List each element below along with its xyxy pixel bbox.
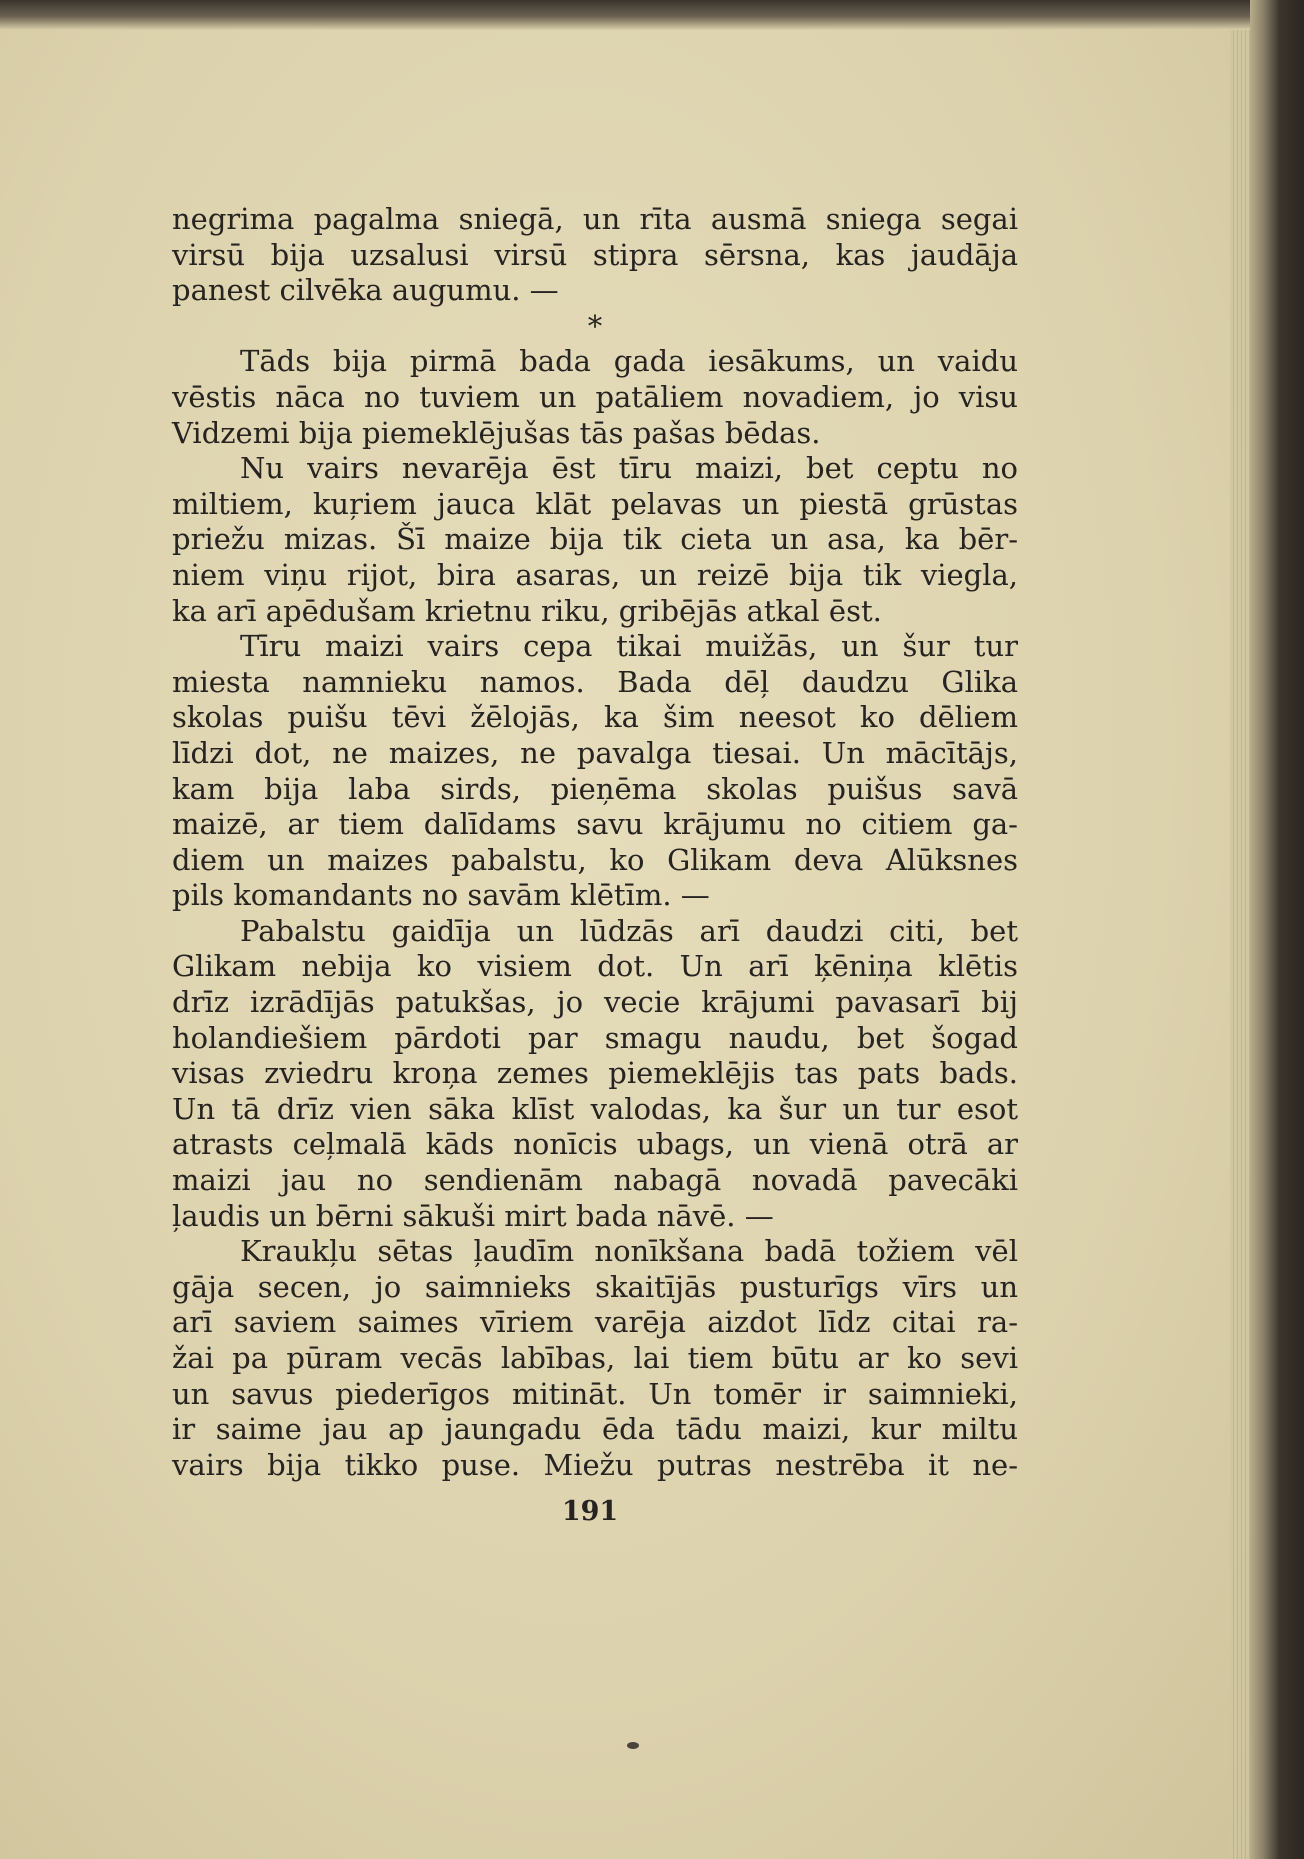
ink-spot xyxy=(627,1742,639,1749)
text-line: miesta namnieku namos. Bada dēļ daudzu Glika xyxy=(172,664,1018,699)
text-line: negrima pagalma sniegā, un rīta ausmā sniega segai xyxy=(172,202,1018,236)
text-line: Nu vairs nevarēja ēst tīru maizi, bet ceptu no xyxy=(240,451,1018,486)
page-number: 191 xyxy=(561,1496,619,1527)
text-line: arī saviem saimes vīriem varēja aizdot līdz citai ra- xyxy=(172,1305,1018,1340)
text-line: ļaudis un bērni sākuši mirt bada nāvē. — xyxy=(172,1198,774,1233)
text-line: Kraukļu sētas ļaudīm nonīkšana badā tožiem vēl xyxy=(240,1234,1018,1269)
text-line: līdzi dot, ne maizes, ne pavalga tiesai. Un mācītājs, xyxy=(172,735,1018,770)
text-line: panest cilvēka augumu. — xyxy=(172,273,559,308)
text-line: un savus piederīgos mitināt. Un tomēr ir saimnieki, xyxy=(172,1376,1018,1411)
text-line: vairs bija tikko puse. Miežu putras nestrēba it ne- xyxy=(172,1447,1018,1482)
text-line: miltiem, kuŗiem jauca klāt pelavas un piestā grūstas xyxy=(172,486,1018,521)
section-separator: * xyxy=(587,308,603,343)
text-line: ir saime jau ap jaungadu ēda tādu maizi, kur miltu xyxy=(172,1412,1018,1447)
text-line: visas zviedru kroņa zemes piemeklējis tas pats bads. xyxy=(172,1056,1018,1091)
book-spine xyxy=(1250,0,1304,1859)
text-line: Tīru maizi vairs cepa tikai muižās, un šur tur xyxy=(240,629,1018,664)
text-line: drīz izrādījās patukšas, jo vecie krājumi pavasarī bij xyxy=(172,985,1018,1020)
text-line: maizē, ar tiem dalīdams savu krājumu no citiem ga- xyxy=(172,807,1018,842)
text-line: gāja secen, jo saimnieks skaitījās pusturīgs vīrs un xyxy=(172,1269,1018,1304)
text-line: Un tā drīz vien sāka klīst valodas, ka šur un tur esot xyxy=(172,1091,1018,1126)
text-line: atrasts ceļmalā kāds nonīcis ubags, un vienā otrā ar xyxy=(172,1127,1018,1162)
text-line: Pabalstu gaidīja un lūdzās arī daudzi citi, bet xyxy=(240,913,1018,948)
text-line: niem viņu rijot, bira asaras, un reizē bija tik viegla, xyxy=(172,557,1018,592)
text-line: skolas puišu tēvi žēlojās, ka šim neesot ko dēliem xyxy=(172,700,1018,735)
text-line: priežu mizas. Šī maize bija tik cieta un asa, ka bēr- xyxy=(172,522,1018,557)
text-line: virsū bija uzsalusi virsū stipra sērsna, kas jaudāja xyxy=(172,237,1018,272)
page-top-edge xyxy=(0,0,1304,30)
text-line: žai pa pūram vecās labības, lai tiem būtu ar ko sevi xyxy=(172,1341,1018,1375)
text-line: ka arī apēdušam krietnu riku, gribējās atkal ēst. xyxy=(172,593,882,628)
text-line: diem un maizes pabalstu, ko Glikam deva Alūksnes xyxy=(172,842,1018,877)
text-line: holandiešiem pārdoti par smagu naudu, bet šogad xyxy=(172,1020,1018,1055)
text-line: Glikam nebija ko visiem dot. Un arī ķēniņa klētis xyxy=(172,949,1018,984)
text-line: maizi jau no sendienām nabagā novadā pavecāki xyxy=(172,1163,1018,1198)
body-text xyxy=(172,202,1018,1483)
text-line: vēstis nāca no tuviem un patāliem novadiem, jo visu xyxy=(172,379,1018,414)
text-line: Vidzemi bija piemeklējušas tās pašas bēdas. xyxy=(172,415,821,450)
text-line: kam bija laba sirds, pieņēma skolas puišus savā xyxy=(172,771,1018,806)
page-edges xyxy=(1230,30,1250,1859)
text-line: pils komandants no savām klētīm. — xyxy=(172,878,710,913)
text-line: Tāds bija pirmā bada gada iesākums, un vaidu xyxy=(240,344,1018,379)
